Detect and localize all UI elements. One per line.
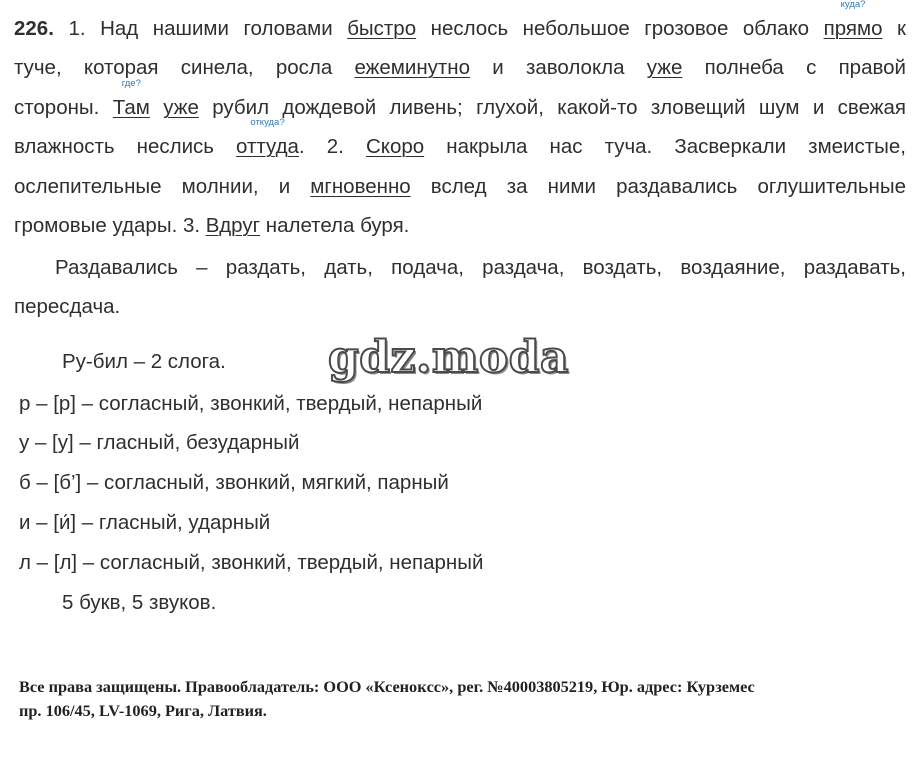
phonetic-row: и – [и́] – гласный, ударный <box>19 511 271 534</box>
exercise-line-6 <box>14 213 906 239</box>
underlined-word: мгновенно <box>310 175 411 198</box>
text-segment: и заволокла <box>470 56 647 79</box>
text-segment: 1. Над нашими головами <box>68 17 348 40</box>
underlined-word: ежеминутно <box>354 56 470 79</box>
underlined-word: прямо <box>823 17 883 40</box>
text-segment: ослепительные молнии, и <box>14 175 311 198</box>
text-segment: неслось небольшое грозовое облако <box>416 17 824 40</box>
copyright-footer <box>19 675 909 723</box>
question-note: откуда? <box>250 117 285 128</box>
exercise-line-2 <box>14 55 906 81</box>
text-segment <box>150 96 163 119</box>
underlined-word: уже <box>646 56 683 79</box>
exercise-line-3 <box>14 78 906 121</box>
phonetic-row: р – [р] – согласный, звонкий, твердый, непарный <box>19 392 483 415</box>
watermark-logo: gdz.moda <box>328 332 570 383</box>
text-segment: рубил дождевой ливень; глухой, какой-то зловещий шум и свежая <box>198 96 906 119</box>
word-family-line <box>55 255 906 281</box>
phonetic-row: б – [б’] – согласный, звонкий, мягкий, парный <box>19 471 449 494</box>
phonetic-row: у – [у] – гласный, безударный <box>19 431 300 454</box>
underlined-word: Скоро <box>365 135 425 158</box>
word-family-text: Раздавались – раздать, дать, подача, раздача, воздать, воздаяние, раздавать, <box>55 256 906 279</box>
underlined-word: быстро <box>347 17 417 40</box>
word-family-continuation: пересдача. <box>14 295 121 318</box>
exercise-line-1 <box>14 0 906 42</box>
text-segment: громовые удары. 3. <box>14 214 206 237</box>
exercise-line-4 <box>14 117 906 160</box>
copyright-line-1: Все права защищены. Правообладатель: ООО «Ксенокcс», рег. №40003805219, Юр. адрес: Курземес <box>19 677 755 696</box>
text-segment: влажность неслись <box>14 135 237 158</box>
phonetic-row: л – [л] – согласный, звонкий, твердый, непарный <box>19 551 484 574</box>
underlined-word: Там <box>112 96 150 119</box>
text-segment: . 2. <box>298 135 366 158</box>
letter-sound-summary: 5 букв, 5 звуков. <box>62 591 217 614</box>
copyright-line-2: пр. 106/45, LV-1069, Рига, Латвия. <box>19 701 267 720</box>
text-segment: туче, которая синела, росла <box>14 56 355 79</box>
question-note: где? <box>121 78 141 89</box>
exercise-line-5 <box>14 174 906 200</box>
underlined-word: Вдруг <box>205 214 261 237</box>
underlined-word: уже <box>163 96 199 119</box>
text-segment: вслед за ними раздавались оглушительные <box>410 175 906 198</box>
text-segment: стороны. <box>14 96 113 119</box>
underlined-word: оттуда <box>236 135 299 158</box>
text-segment: к <box>882 17 906 40</box>
text-segment: накрыла нас туча. Засверкали змеистые, <box>424 135 906 158</box>
syllable-count: Ру-бил – 2 слога. <box>62 350 226 373</box>
exercise-number: 226. <box>14 17 54 40</box>
text-segment: налетела буря. <box>260 214 410 237</box>
text-segment: полнеба с правой <box>682 56 906 79</box>
question-note: куда? <box>840 0 866 10</box>
